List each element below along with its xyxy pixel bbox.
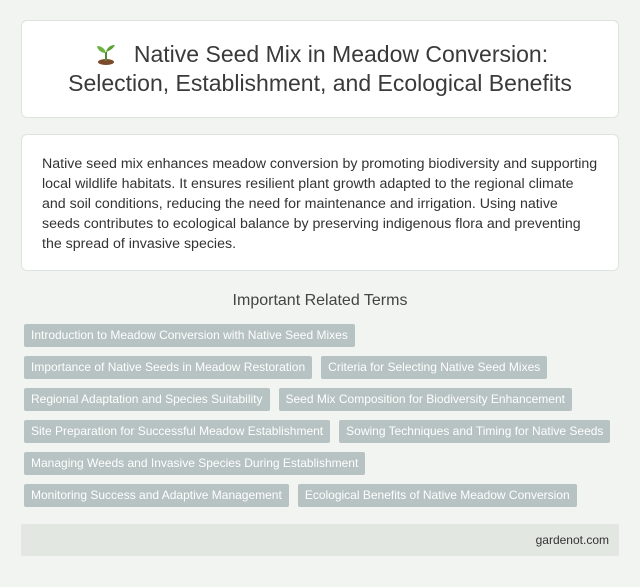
term-tag[interactable]: Ecological Benefits of Native Meadow Conversion: [298, 484, 577, 507]
term-tag[interactable]: Regional Adaptation and Species Suitability: [24, 388, 270, 411]
term-tag[interactable]: Monitoring Success and Adaptive Management: [24, 484, 289, 507]
page-title-text: Native Seed Mix in Meadow Conversion: Selection, Establishment, and Ecological Benefits: [68, 41, 572, 96]
term-tag[interactable]: Criteria for Selecting Native Seed Mixes: [321, 356, 547, 379]
summary-card: [21, 134, 619, 271]
term-tag[interactable]: Site Preparation for Successful Meadow Establishment: [24, 420, 330, 443]
terms-row: [24, 452, 624, 475]
terms-row: [24, 356, 624, 379]
term-tag[interactable]: Importance of Native Seeds in Meadow Restoration: [24, 356, 312, 379]
page-title: [42, 40, 598, 98]
related-terms-list: [24, 324, 624, 516]
terms-row: [24, 484, 624, 507]
term-tag[interactable]: Sowing Techniques and Timing for Native Seeds: [339, 420, 610, 443]
terms-row: [24, 324, 624, 347]
term-tag[interactable]: Introduction to Meadow Conversion with Native Seed Mixes: [24, 324, 355, 347]
term-tag[interactable]: Managing Weeds and Invasive Species During Establishment: [24, 452, 365, 475]
seedling-icon: [92, 43, 120, 65]
term-tag[interactable]: Seed Mix Composition for Biodiversity Enhancement: [279, 388, 572, 411]
footer-site-link[interactable]: gardenot.com: [535, 533, 609, 547]
title-card: [21, 20, 619, 118]
summary-text: Native seed mix enhances meadow conversion by promoting biodiversity and supporting local wildlife habitats. It ensures resilient plant growth adapted to the regional climate and soil conditions, reducing the need for maintenance and irrigation. Using native seeds contributes to ecological balance by preserving indigenous flora and preventing the spread of invasive species.: [42, 156, 598, 252]
terms-row: [24, 420, 624, 443]
footer: [21, 524, 619, 556]
terms-row: [24, 388, 624, 411]
related-terms-heading: Important Related Terms: [232, 292, 408, 309]
